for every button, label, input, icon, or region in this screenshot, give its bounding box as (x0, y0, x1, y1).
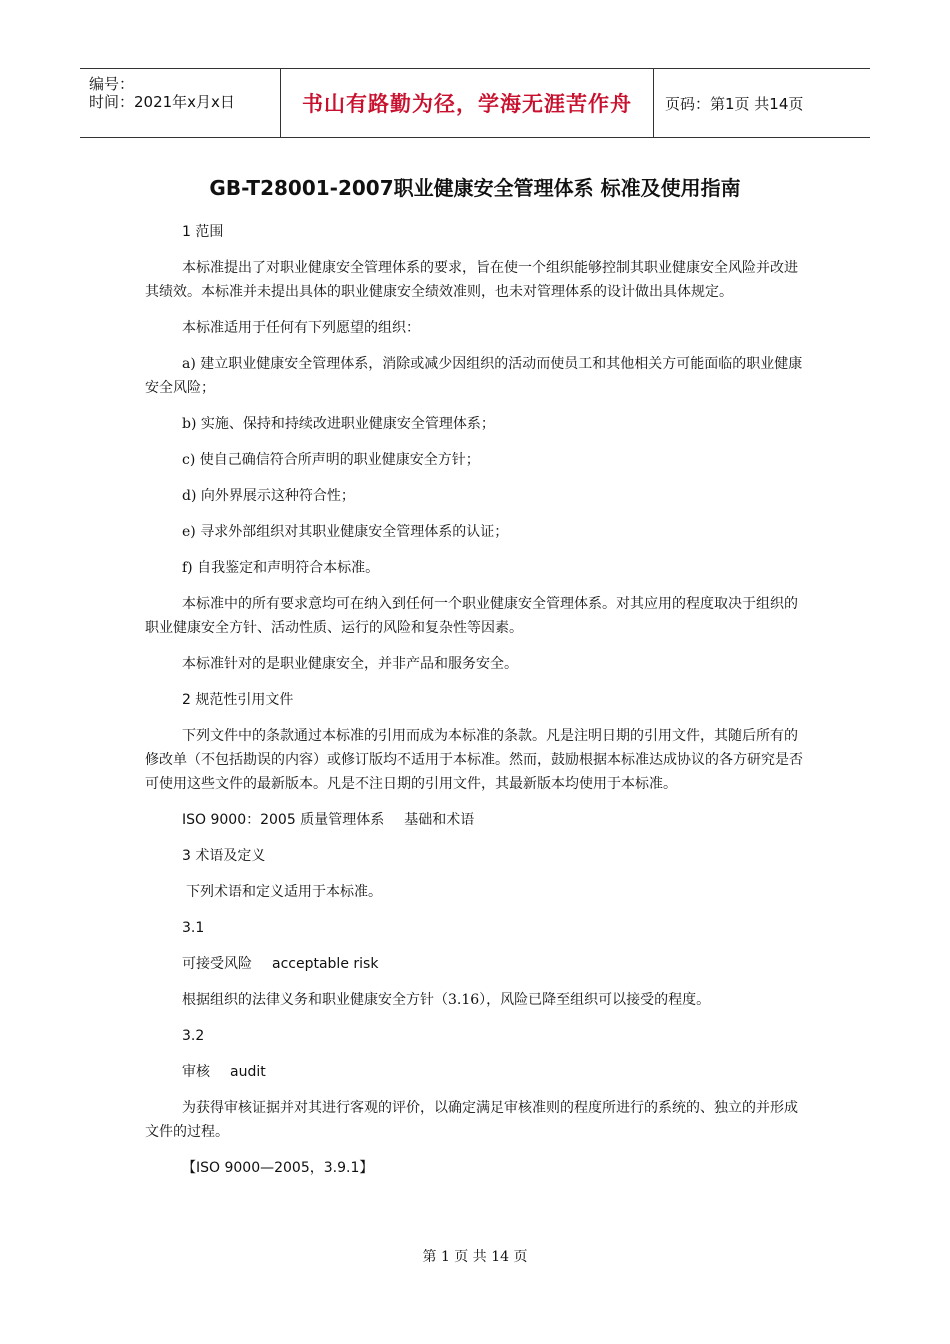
document-title: GB-T28001-2007职业健康安全管理体系 标准及使用指南 (209, 176, 741, 200)
header-motto: 书山有路勤为径，学海无涯苦作舟 (281, 69, 654, 137)
list-item-d: d) 向外界展示这种符合性； (182, 488, 355, 504)
term-3-2-number: 3.2 (182, 1028, 205, 1044)
term-3-1 (145, 952, 805, 976)
reference-code: ISO 9000：2005 质量管理体系 (182, 812, 385, 828)
section-1-paragraph-2: 本标准适用于任何有下列愿望的组织： (182, 320, 420, 336)
term-3-2 (145, 1060, 805, 1084)
document-number-label: 编号： (89, 75, 135, 93)
list-item-a: a) 建立职业健康安全管理体系，消除或减少因组织的活动而使员工和其他相关方可能面临的职业健康安全风险； (145, 356, 803, 396)
header-meta (80, 69, 281, 137)
term-3-2-definition: 为获得审核证据并对其进行客观的评价，以确定满足审核准则的程度所进行的系统的、独立的并形成文件的过程。 (145, 1100, 798, 1140)
term-3-2-chinese: 审核 (182, 1064, 210, 1080)
document-time-label: 时间：2021年x月x日 (89, 93, 235, 111)
term-3-2-english: audit (230, 1064, 266, 1080)
list-item-f: f) 自我鉴定和声明符合本标准。 (182, 560, 380, 576)
section-2-paragraph-1: 下列文件中的条款通过本标准的引用而成为本标准的条款。凡是注明日期的引用文件，其随后所有的修改单（不包括勘误的内容）或修订版均不适用于本标准。然而，鼓励根据本标准达成协议的各方研究是否可使用这些文件的最新版本。凡是不注日期的引用文件，其最新版本均使用于本标准。 (145, 728, 803, 792)
list-item-c: c) 使自己确信符合所声明的职业健康安全方针； (182, 452, 480, 468)
term-3-1-chinese: 可接受风险 (182, 956, 252, 972)
term-3-1-number: 3.1 (182, 920, 205, 936)
section-1-paragraph-3: 本标准中的所有要求意均可在纳入到任何一个职业健康安全管理体系。对其应用的程度取决于组织的职业健康安全方针、活动性质、运行的风险和复杂性等因素。 (145, 596, 798, 636)
section-1-heading: 1 范围 (182, 224, 224, 240)
section-2-heading: 2 规范性引用文件 (182, 692, 294, 708)
term-3-2-reference: 【ISO 9000—2005，3.9.1】 (182, 1160, 374, 1176)
term-3-1-english: acceptable risk (272, 956, 379, 972)
normative-reference (145, 808, 805, 832)
section-1-paragraph-1: 本标准提出了对职业健康安全管理体系的要求，旨在使一个组织能够控制其职业健康安全风险并改进其绩效。本标准并未提出具体的职业健康安全绩效准则，也未对管理体系的设计做出具体规定。 (145, 260, 798, 300)
section-3-paragraph-1: 下列术语和定义适用于本标准。 (186, 884, 382, 900)
list-item-e: e) 寻求外部组织对其职业健康安全管理体系的认证； (182, 524, 509, 540)
page-footer: 第 1 页 共 14 页 (422, 1249, 528, 1265)
list-item-b: b) 实施、保持和持续改进职业健康安全管理体系； (182, 416, 495, 432)
section-3-heading: 3 术语及定义 (182, 848, 266, 864)
header-page-info: 页码：第1页 共14页 (665, 94, 804, 113)
page-header (80, 68, 870, 138)
term-3-1-definition: 根据组织的法律义务和职业健康安全方针（3.16），风险已降至组织可以接受的程度。 (182, 992, 711, 1008)
document-body (145, 220, 805, 1192)
section-1-paragraph-4: 本标准针对的是职业健康安全，并非产品和服务安全。 (182, 656, 518, 672)
reference-name: 基础和术语 (404, 812, 475, 828)
